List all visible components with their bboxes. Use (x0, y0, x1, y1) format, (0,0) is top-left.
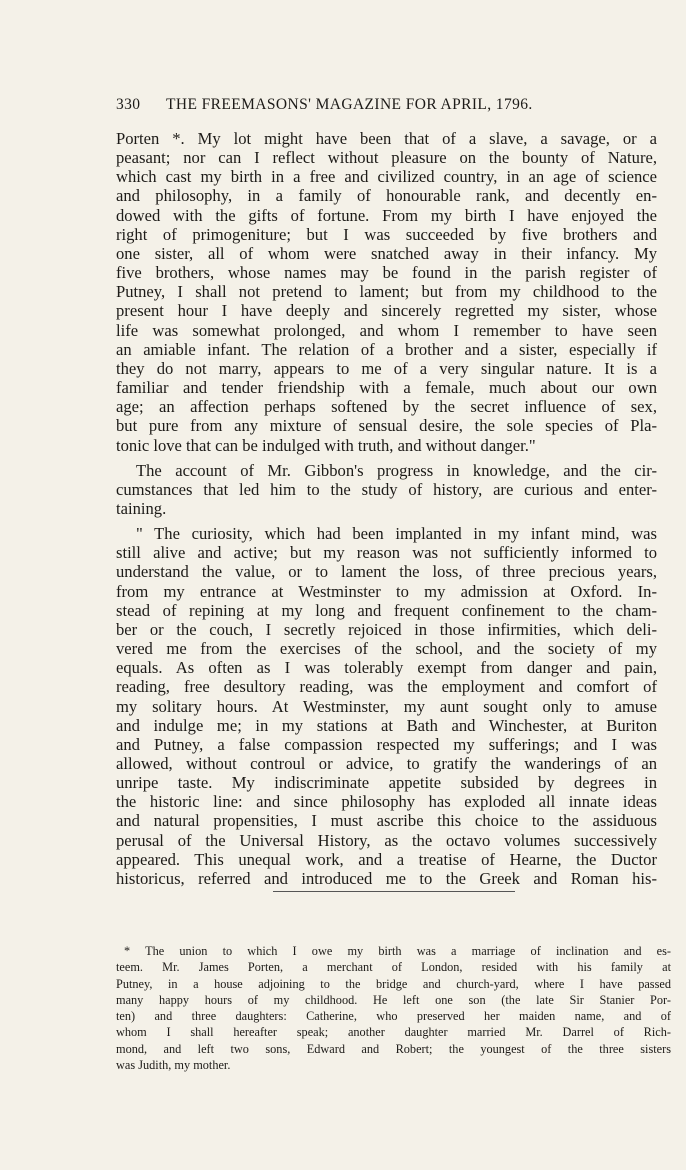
text-line: from my entrance at Westminster to my admission at Oxford. In- (116, 581, 657, 601)
text-line: and natural propensities, I must ascribe this choice to the assiduous (116, 811, 657, 831)
text-line: which cast my birth in a free and civilized country, in an age of science (116, 167, 657, 187)
footnote-line: teem. Mr. James Porten, a merchant of London, resided with his family at (116, 960, 671, 975)
text-line: one sister, all of whom were snatched away in their infancy. My (116, 243, 657, 263)
text-line: right of primogeniture; but I was succeeded by five brothers and (116, 224, 657, 244)
text-line: The account of Mr. Gibbon's progress in knowledge, and the cir- (136, 460, 657, 480)
text-line: my solitary hours. At Westminster, my aunt sought only to amuse (116, 696, 657, 716)
text-line: tonic love that can be indulged with truth, and without danger." (116, 435, 536, 455)
running-title: THE FREEMASONS' MAGAZINE FOR APRIL, 1796. (166, 96, 533, 113)
footnote (116, 943, 671, 1073)
text-line: five brothers, whose names may be found in the parish register of (116, 263, 657, 283)
text-line: appeared. This unequal work, and a treatise of Hearne, the Ductor (116, 849, 657, 869)
text-line: still alive and active; but my reason was not sufficiently informed to (116, 543, 657, 563)
text-line: allowed, without controul or advice, to gratify the wanderings of an (116, 754, 657, 773)
text-line: vered me from the exercises of the school, and the society of my (116, 639, 657, 659)
text-line: stead of repining at my long and frequent confinement to the cham- (116, 600, 657, 620)
text-line: they do not marry, appears to me of a very singular nature. It is a (116, 358, 657, 378)
footnote-line: mond, and left two sons, Edward and Robert; the youngest of the three sisters (116, 1041, 671, 1056)
text-line: and indulge me; in my stations at Bath and Winchester, at Buriton (116, 715, 657, 735)
text-line: equals. As often as I was tolerably exempt from danger and pain, (116, 658, 657, 678)
text-line: life was somewhat prolonged, and whom I remember to have seen (116, 320, 657, 340)
text-line: " The curiosity, which had been implanted in my infant mind, was (136, 524, 657, 544)
footnote-line: whom I shall hereafter speak; another daughter married Mr. Darrel of Rich- (116, 1025, 671, 1040)
footnote-line: Putney, in a house adjoining to the bridge and church-yard, where I have passed (116, 976, 671, 991)
text-line: Putney, I shall not pretend to lament; but from my childhood to the (116, 282, 657, 302)
text-line: historicus, referred and introduced me to the Greek and Roman his- (116, 868, 657, 888)
text-line: familiar and tender friendship with a female, much about our own (116, 378, 657, 398)
text-line: present hour I have deeply and sincerely regretted my sister, whose (116, 301, 657, 321)
page-number: 330 (116, 96, 141, 113)
text-line: ber or the couch, I secretly rejoiced in those infirmities, which deli- (116, 619, 657, 639)
text-line: age; an affection perhaps softened by the secret influence of sex, (116, 397, 657, 417)
text-line: taining. (116, 498, 167, 518)
text-line: understand the value, or to lament the loss, of three precious years, (116, 562, 657, 582)
text-line: dowed with the gifts of fortune. From my birth I have enjoyed the (116, 205, 657, 225)
text-line: and philosophy, in a family of honourable rank, and decently en- (116, 186, 657, 206)
text-line: an amiable infant. The relation of a brother and a sister, especially if (116, 339, 657, 359)
text-line: but pure from any mixture of sensual desire, the sole species of Pla- (116, 416, 657, 436)
text-line: the historic line: and since philosophy has exploded all innate ideas (116, 792, 657, 812)
text-line: perusal of the Universal History, as the octavo volumes successively (116, 830, 657, 850)
text-line: and Putney, a false compassion respected my sufferings; and I was (116, 734, 657, 754)
footnote-line: many happy hours of my childhood. He left one son (the late Sir Stanier Por- (116, 992, 671, 1007)
text-line: cumstances that led him to the study of history, are curious and enter- (116, 479, 657, 499)
footnote-divider (273, 891, 515, 892)
main-text (116, 129, 657, 888)
footnote-line: ten) and three daughters: Catherine, who preserved her maiden name, and of (116, 1009, 671, 1024)
footnote-line: * The union to which I owe my birth was a marriage of inclination and es- (124, 944, 671, 958)
text-line: unripe taste. My indiscriminate appetite subsided by degrees in (116, 773, 657, 793)
text-line: Porten *. My lot might have been that of a slave, a savage, or a (116, 129, 657, 148)
text-line: peasant; nor can I reflect without pleasure on the bounty of Nature, (116, 148, 657, 168)
footnote-line: was Judith, my mother. (116, 1058, 231, 1073)
text-line: reading, free desultory reading, was the employment and comfort of (116, 677, 657, 697)
